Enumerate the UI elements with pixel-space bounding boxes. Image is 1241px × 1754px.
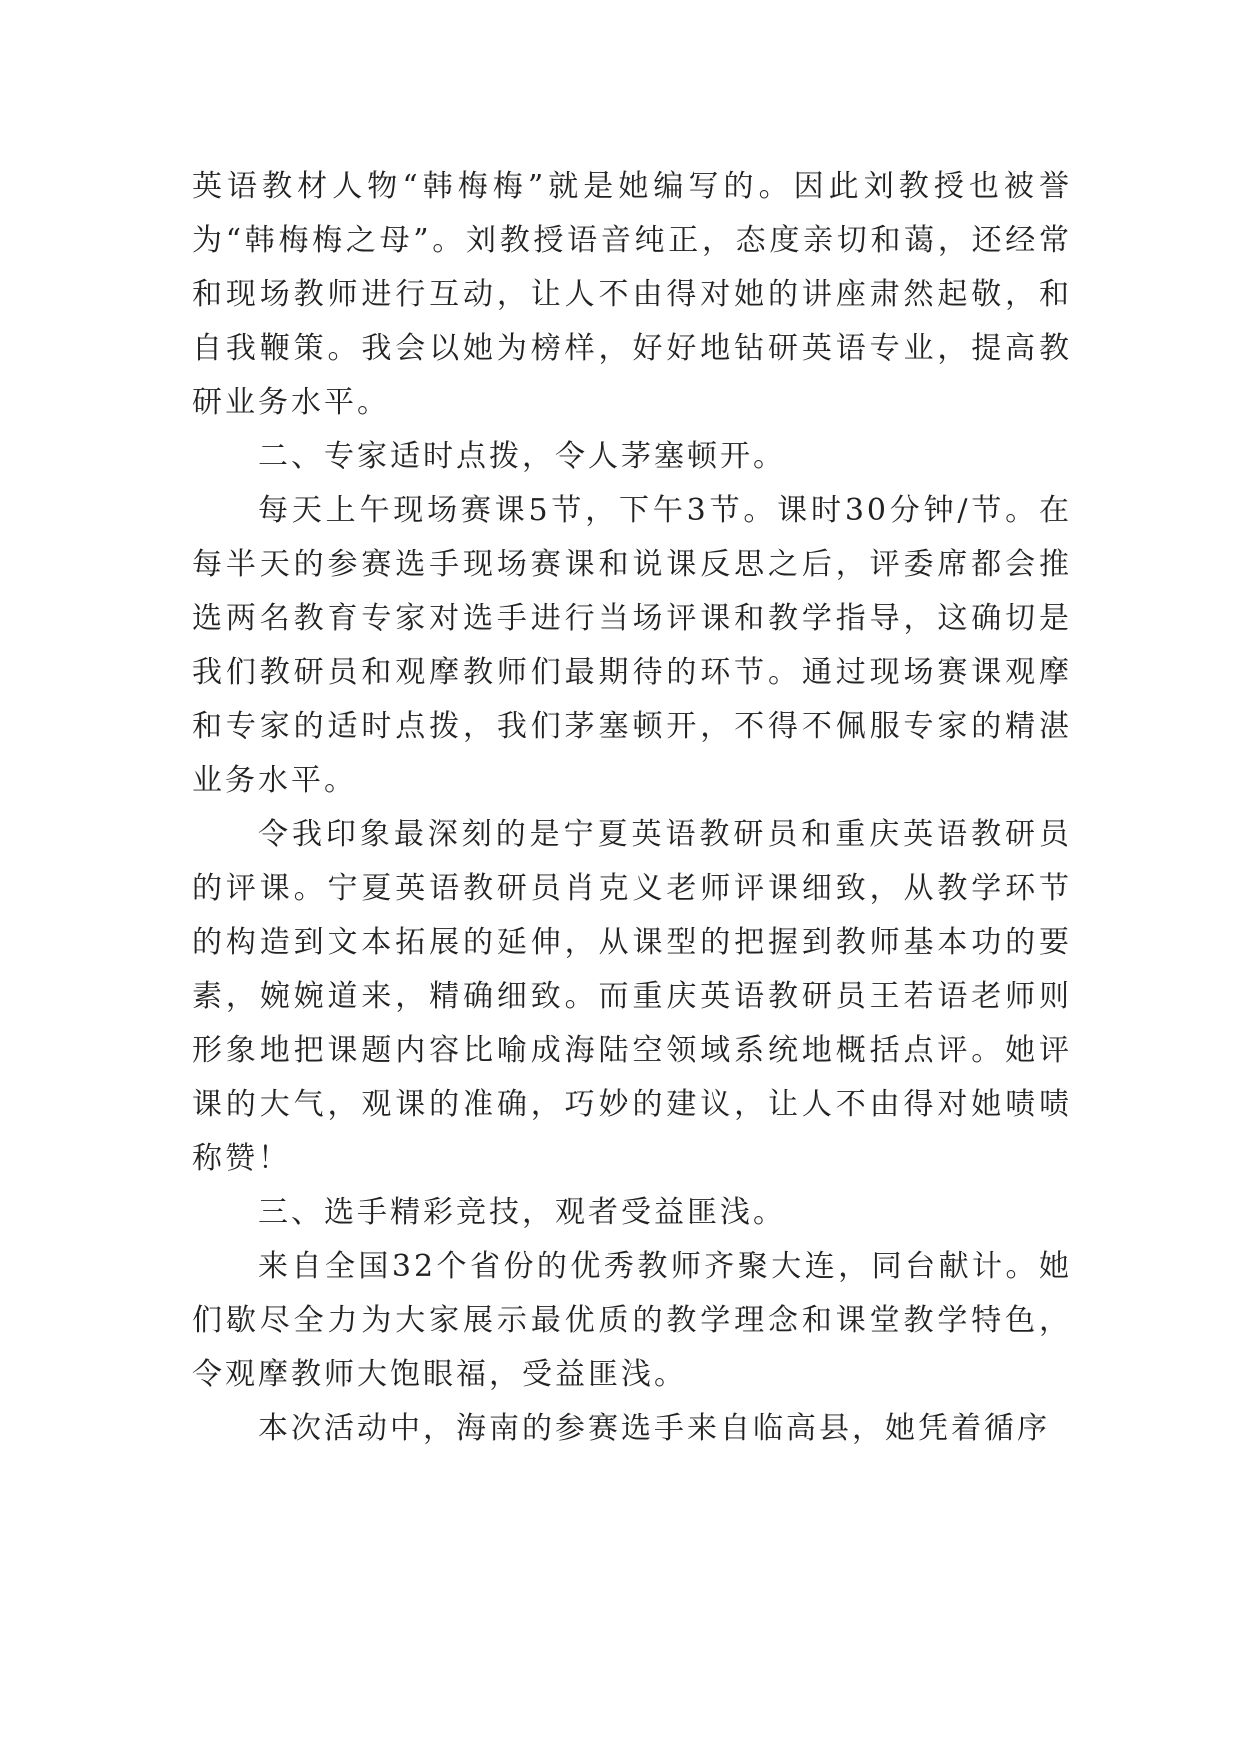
paragraph-teachers-gathered: 来自全国32个省份的优秀教师齐聚大连，同台献计。她们歇尽全力为大家展示最优质的教学理念和课堂教学特色，令观摩教师大饱眼福，受益匪浅。 [192,1249,1072,1392]
section-heading-contestants: 三、选手精彩竞技，观者受益匪浅。 [258,1195,786,1230]
document-body [192,160,1072,1456]
paragraph-hainan-contestant: 本次活动中，海南的参赛选手来自临高县，她凭着循序 [258,1411,1050,1446]
paragraph-continued-intro: 英语教材人物“韩梅梅”就是她编写的。因此刘教授也被誉为“韩梅梅之母”。刘教授语音纯正，态度亲切和蔼，还经常和现场教师进行互动，让人不由得对她的讲座肃然起敬，和自我鞭策。我会以她为榜样，好好地钻研英语专业，提高教研业务水平。 [192,169,1072,420]
paragraph-daily-schedule: 每天上午现场赛课5节，下午3节。课时30分钟/节。在每半天的参赛选手现场赛课和说课反思之后，评委席都会推选两名教育专家对选手进行当场评课和教学指导，这确切是我们教研员和观摩教师们最期待的环节。通过现场赛课观摩和专家的适时点拨，我们茅塞顿开，不得不佩服专家的精湛业务水平。 [192,493,1072,798]
paragraph-expert-comments: 令我印象最深刻的是宁夏英语教研员和重庆英语教研员的评课。宁夏英语教研员肖克义老师评课细致，从教学环节的构造到文本拓展的延伸，从课型的把握到教师基本功的要素，婉婉道来，精确细致。而重庆英语教研员王若语老师则形象地把课题内容比喻成海陆空领域系统地概括点评。她评课的大气，观课的准确，巧妙的建议，让人不由得对她啧啧称赞！ [192,817,1072,1176]
section-heading-expert-guidance: 二、专家适时点拨，令人茅塞顿开。 [258,439,786,474]
